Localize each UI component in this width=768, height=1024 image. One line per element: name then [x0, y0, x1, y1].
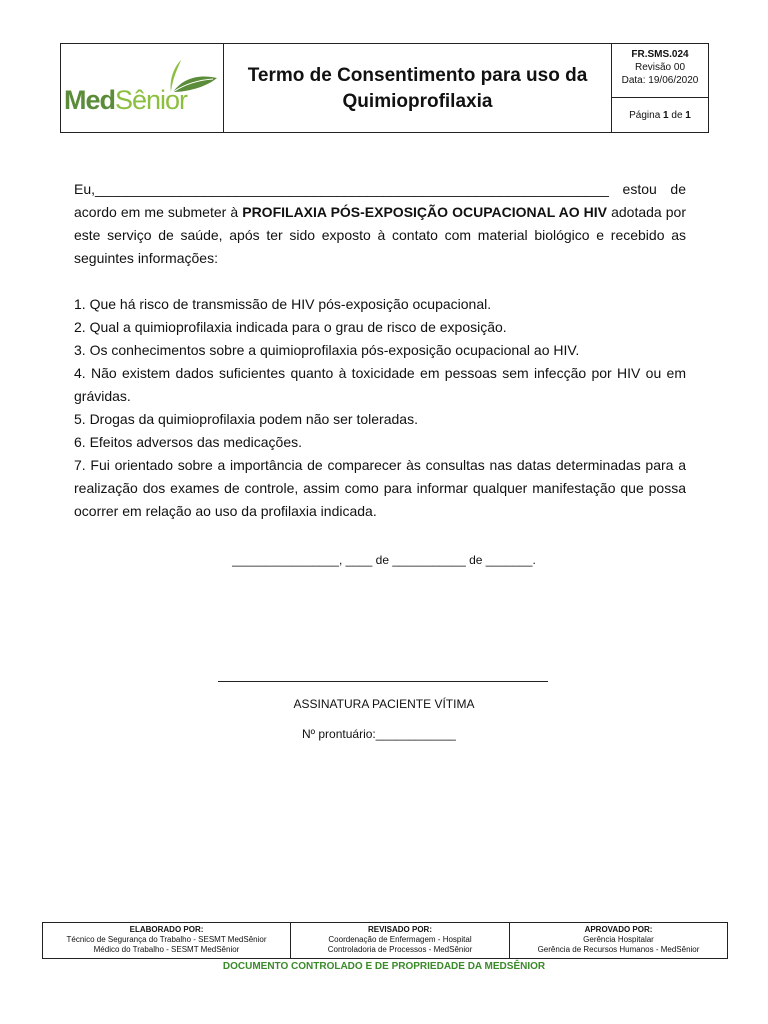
record-number-field: Nº prontuário:____________: [302, 727, 456, 741]
revisado-line-1: Coordenação de Enfermagem - Hospital: [328, 935, 472, 944]
page-prefix: Página: [629, 109, 661, 121]
logo-cell: [61, 44, 224, 132]
aprovado-title: APROVADO POR:: [584, 925, 653, 934]
footer-revisado: [290, 923, 509, 958]
page-current: 1: [663, 109, 669, 121]
document-title: [224, 44, 612, 132]
date-place-line: ________________, ____ de ___________ de _______.: [232, 553, 536, 567]
page-total: 1: [685, 109, 691, 121]
page-number: [612, 98, 708, 132]
controlled-document-note: DOCUMENTO CONTROLADO E DE PROPRIEDADE DA MEDSÊNIOR: [222, 961, 546, 972]
list-item: 7. Fui orientado sobre a importância de comparecer às consultas nas datas determinadas para a realização dos exames de controle, assim como para informar qualquer manifestação que possa ocorrer em relação ao uso da profilaxia indicada.: [74, 457, 686, 519]
meta-cell: [612, 44, 708, 132]
intro-paragraph: [74, 178, 686, 270]
document-code: FR.SMS.024: [631, 49, 689, 60]
elaborado-line-1: Técnico de Segurança do Trabalho - SESMT MedSênior: [66, 935, 267, 944]
intro-before: Eu,__________________________________________________________________ estou de acordo em me submeter à: [74, 181, 686, 220]
document-date: Data: 19/06/2020: [621, 75, 699, 86]
document-meta: [612, 44, 708, 98]
revisado-title: REVISADO POR:: [367, 925, 432, 934]
document-header: [60, 43, 709, 133]
signature-line: [218, 681, 548, 682]
list-item: 6. Efeitos adversos das medicações.: [74, 434, 303, 450]
list-item: 4. Não existem dados suficientes quanto à toxicidade em pessoas sem infecção por HIV ou em grávidas.: [74, 365, 686, 404]
footer-elaborado: [43, 923, 290, 958]
consent-body: [74, 178, 686, 523]
approval-footer: [42, 922, 728, 959]
title-line-1: Termo de Consentimento para uso da: [247, 65, 588, 86]
document-revision: Revisão 00: [634, 62, 686, 73]
elaborado-line-2: Médico do Trabalho - SESMT MedSênior: [93, 945, 240, 954]
list-item: 5. Drogas da quimioprofilaxia podem não ser toleradas.: [74, 411, 418, 427]
title-line-2: Quimioprofilaxia: [342, 91, 493, 112]
aprovado-line-2: Gerência de Recursos Humanos - MedSênior: [537, 945, 700, 954]
elaborado-title: ELABORADO POR:: [129, 925, 204, 934]
logo-senior: Sênior: [115, 85, 188, 115]
list-item: 3. Os conhecimentos sobre a quimioprofilaxia pós-exposição ocupacional ao HIV.: [74, 342, 580, 358]
intro-bold: PROFILAXIA PÓS-EXPOSIÇÃO OCUPACIONAL AO HIV: [242, 204, 608, 220]
intro-after: adotada por este serviço de saúde, após ter sido exposto à contato com material biológico e recebido as seguintes informações:: [74, 204, 687, 266]
aprovado-line-1: Gerência Hospitalar: [583, 935, 654, 944]
signature-label: ASSINATURA PACIENTE VÍTIMA: [293, 697, 475, 711]
revisado-line-2: Controladoria de Processos - MedSênior: [327, 945, 473, 954]
logo-med: Med: [64, 85, 115, 115]
list-item: 1. Que há risco de transmissão de HIV pós-exposição ocupacional.: [74, 296, 492, 312]
list-item: 2. Qual a quimioprofilaxia indicada para o grau de risco de exposição.: [74, 319, 507, 335]
brand-logo: [64, 85, 187, 116]
footer-aprovado: [509, 923, 727, 958]
page-of: de: [671, 109, 683, 121]
